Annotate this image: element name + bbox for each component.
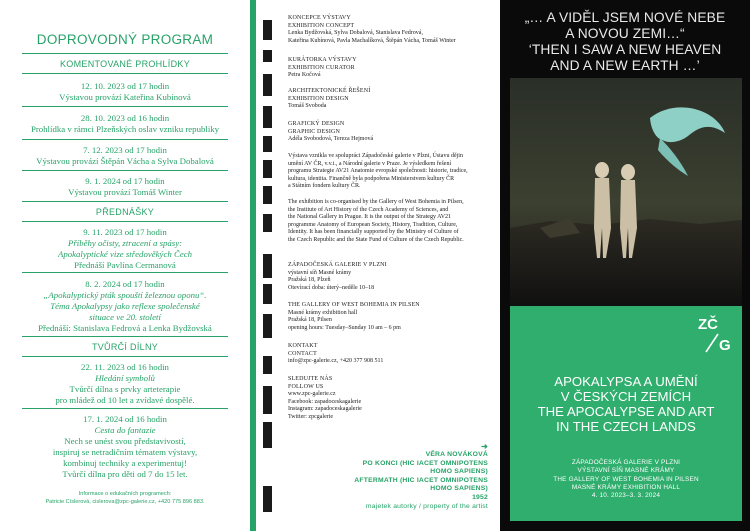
partner-logo-icon [263,422,272,448]
program-title: DOPROVODNÝ PROGRAM [36,32,214,47]
event-item: 12. 10. 2023 od 17 hodin Výstavou provází Kateřina Kubínová [59,81,191,102]
partner-logo-icon [263,486,272,512]
divider [22,336,228,337]
contact-block: KONTAKT CONTACT info@zpc-galerie.cz, +420 377 908 511 [288,343,384,364]
venue-cz: ZÁPADOČESKÁ GALERIE V PLZNI výstavní síň Masné krámy Pražská 18, Plzeň Otevírací doba: úterý–neděle 10–18 [288,262,387,291]
follow-block: SLEDUJTE NÁS FOLLOW US www.zpc-galerie.cz Facebook: zapadoceskagalerie Instagram: zapadoceskagalerie Twitter: zpcgalerie [288,376,362,420]
partner-logo-icon [263,214,272,232]
program-footer: Informace o edukačních programech: Patricie Císlerová, cislerova@zpc-galerie.cz, +420 775 896 883. [45,491,205,505]
divider [22,73,228,74]
divider [22,201,228,202]
partner-logos [256,0,278,531]
zcg-logo-icon [698,314,736,354]
event-item: 28. 10. 2023 od 16 hodin Prohlídka v rámci Plzeňských oslav vzniku republiky [30,113,220,134]
event-item: 8. 2. 2024 od 17 hodin „Apokalyptický pták spouští železnou oponu“. Téma Apokalypsy jako reflexe společenské situace ve 20. století Přednáší: Stanislava Fedrová a Lenka Bydžovská [38,279,212,333]
arrow-right-icon: ➜ [481,442,488,451]
partner-logo-icon [263,386,272,414]
event-item: 22. 11. 2023 od 16 hodin Hledání symbolů Tvůrčí dílna s prvky arteterapie pro mládež od 10 let a zvídavé dospělé. [55,362,195,405]
partner-logo-icon [263,284,272,304]
section-heading-tours: KOMENTOVANÉ PROHLÍDKY [60,59,190,69]
event-item: 17. 1. 2024 od 16 hodin Cesta do fantazie Nech se unést svou představivostí, inspiruj se netradičním tématem výstavy, kombinuj techniky a experimentuj! Tvůrčí dílna pro děti od 7 do 15 let. [52,414,198,479]
svg-text:ZČ: ZČ [698,316,718,333]
partner-logo-icon [263,186,272,204]
divider [22,356,228,357]
partner-logo-icon [263,160,272,178]
partner-logo-icon [263,356,272,374]
partner-logo-icon [263,106,272,128]
venue-en: THE GALLERY OF WEST BOHEMIA IN PILSEN Masné krámy exhibition hall Pražská 18, Pilsen opening hours: Tuesday–Sunday 10 am – 6 pm [288,302,420,331]
artwork-caption: ➜ VĚRA NOVÁKOVÁ PO KONCI (HIC IACET OMNIPOTENS HOMO SAPIENS) AFTERMATH (HIC IACET OMNIPOTENS HOMO SAPIENS) 1952 majetek autorky / property of the artist [288,443,488,511]
painting-image [510,78,742,306]
partner-logo-icon [263,254,272,278]
section-heading-lectures: PŘEDNÁŠKY [95,207,155,217]
partner-logo-icon [263,74,272,96]
divider [22,106,228,107]
partner-logo-icon [263,314,272,338]
partner-logo-icon [263,136,272,152]
paragraph-cz: Výstava vznikla ve spolupráci Západočeské galerie v Plzni, Ústavu dějin umění AV ČR, v.v.i., a Národní galerie v Praze. Je výsledkem řešení programu Strategie AV21 Anatomie evropské společnosti: historie, tradice, kultura, identita. Finančně byla podpořena Ministerstvem kultury ČR a Státním fondem kultury ČR. [288,153,468,189]
divider [22,221,228,222]
cover-quote: „… A VIDĚL JSEM NOVÉ NEBE A NOVOU ZEMI…“ ‘THEN I SAW A NEW HEAVEN AND A NEW EARTH …’ [524,10,726,73]
credit-concept: KONCEPCE VÝSTAVY EXHIBITION CONCEPT Lenka Bydžovská, Sylva Dobalová, Stanislava Fedrová, Kateřina Kubínová, Pavla Machalíková, Štěpán Vácha, Tomáš Winter [288,15,456,44]
divider [22,408,228,409]
exhibition-title: APOKALYPSA A UMĚNÍ V ČESKÝCH ZEMÍCH THE APOCALYPSE AND ART IN THE CZECH LANDS [537,374,715,434]
exhibition-venue: ZÁPADOČESKÁ GALERIE V PLZNI VÝSTAVNÍ SÍŇ MASNÉ KRÁMY THE GALLERY OF WEST BOHEMIA IN PILSEN MASNÉ KRÁMY EXHIBITION HALL 4. 10. 2023–3. 3. 2024 [553,459,699,500]
program-panel [0,0,250,531]
event-item: 9. 11. 2023 od 17 hodin Příběhy očisty, ztracení a spásy: Apokalyptické vize středověkých Čech Přednáší Pavlína Cermanová [57,227,193,270]
credits-panel [256,0,500,531]
credit-design: ARCHITEKTONICKÉ ŘEŠENÍ EXHIBITION DESIGN Tomáš Svoboda [288,88,371,109]
divider [22,53,228,54]
paragraph-en: The exhibition is co-organised by the Gallery of West Bohemia in Pilsen, the Institute of Art History of the Czech Academy of Sciences, and the National Gallery in Prague. It is the output of the Strategy AV21 programme Anatomy of European Society, History, Tradition, Culture, Identity. It has been financially supported by the Ministry of Culture of the Czech Republic and the State Fund of Culture of the Czech Republic. [288,199,464,243]
cover-panel [500,0,750,531]
title-panel [510,306,742,521]
credit-curator: KURÁTORKA VÝSTAVY EXHIBITION CURATOR Petra Kočová [288,57,357,78]
divider [22,139,228,140]
divider [22,272,228,273]
event-item: 7. 12. 2023 od 17 hodin Výstavou provází Štěpán Vácha a Sylva Dobalová [36,145,214,166]
credit-graphic: GRAFICKÝ DESIGN GRAPHIC DESIGN Adéla Svobodová, Tereza Hejmová [288,121,374,142]
svg-text:G: G [719,337,731,354]
partner-logo-icon [263,20,272,40]
divider [22,170,228,171]
event-item: 9. 1. 2024 od 17 hodin Výstavou provází Tomáš Winter [68,176,182,197]
section-heading-workshops: TVŮRČÍ DÍLNY [91,342,159,352]
partner-logo-icon [263,50,272,62]
